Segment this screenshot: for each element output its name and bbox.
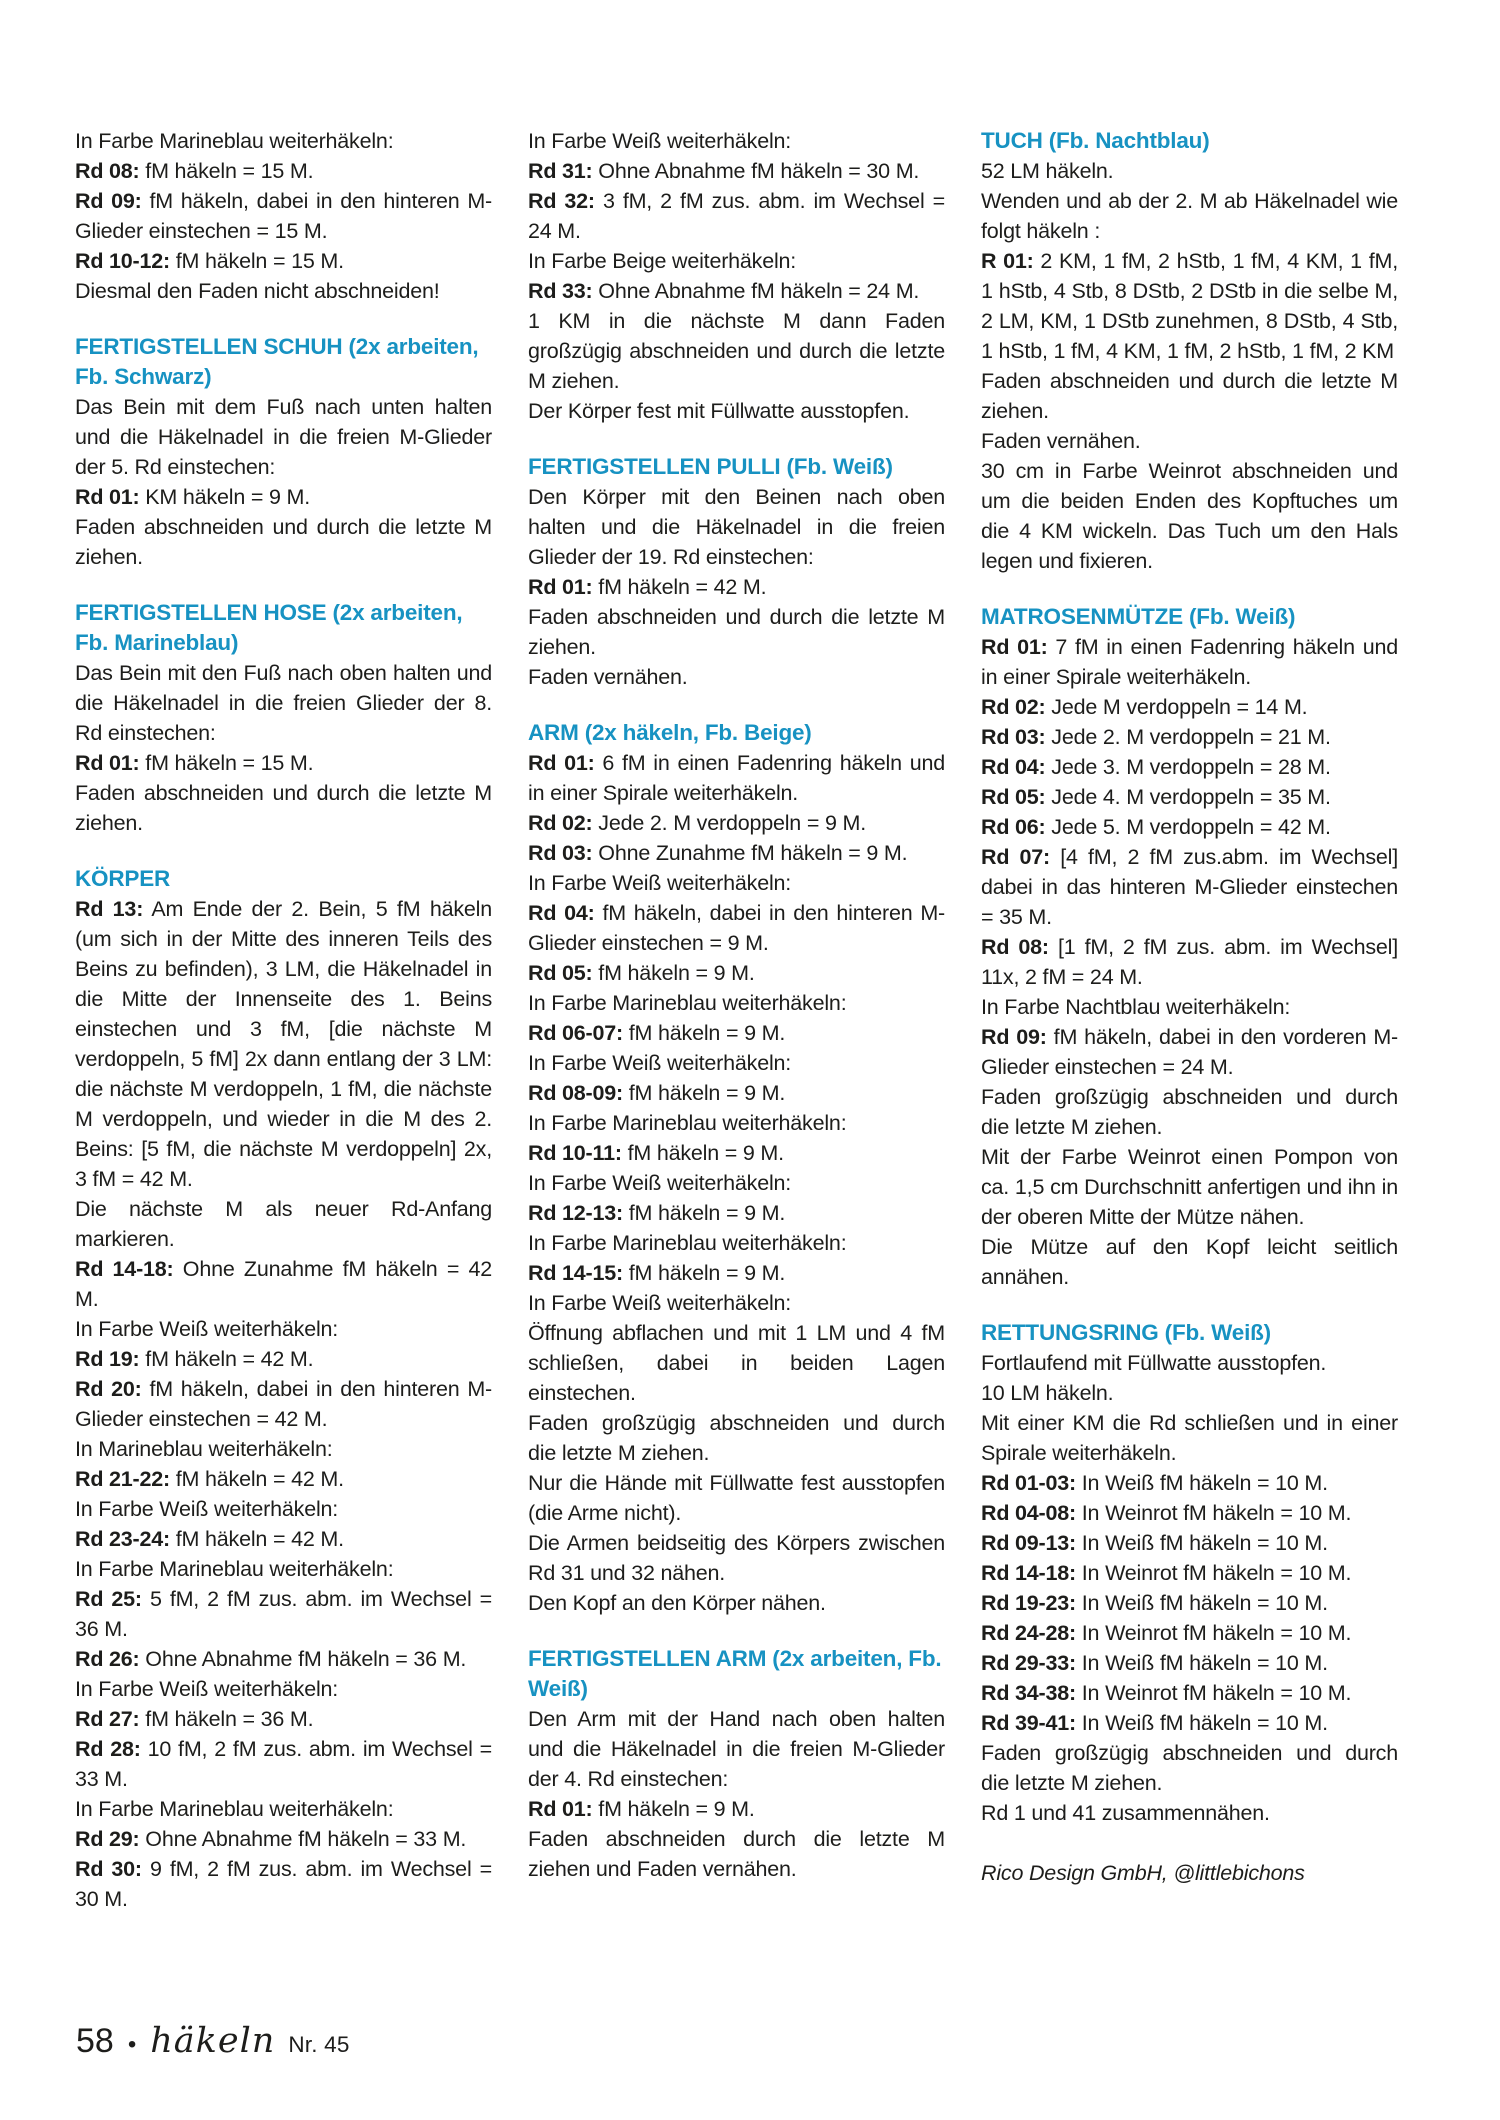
pattern-paragraph (981, 632, 1398, 692)
pattern-paragraph (75, 1824, 492, 1854)
pattern-paragraph: Die Mütze auf den Kopf leicht seitlich annähen. (981, 1235, 1398, 1289)
pattern-paragraph: 1 KM in die nächste M dann Faden großzügig abschneiden und durch die letzte M ziehen. (528, 309, 945, 393)
pattern-paragraph: Faden vernähen. (981, 429, 1141, 453)
pattern-paragraph (981, 1618, 1398, 1648)
pattern-paragraph (981, 1498, 1398, 1528)
round-instruction: Ohne Abnahme fM häkeln = 24 M. (598, 279, 920, 303)
round-label: Rd 05: (981, 785, 1046, 809)
round-instruction: Jede 5. M verdoppeln = 42 M. (1051, 815, 1331, 839)
round-label: Rd 39-41: (981, 1711, 1076, 1735)
round-instruction: fM häkeln = 9 M. (628, 1201, 786, 1225)
pattern-paragraph (528, 958, 945, 988)
pattern-paragraph: Faden abschneiden und durch die letzte M ziehen. (528, 605, 945, 659)
pattern-paragraph (981, 1648, 1398, 1678)
round-instruction: fM häkeln = 9 M. (598, 1797, 755, 1821)
pattern-paragraph (528, 1258, 945, 1288)
pattern-paragraph: In Farbe Marineblau weiterhäkeln: (528, 991, 847, 1015)
pattern-paragraph: 52 LM häkeln. (981, 159, 1114, 183)
round-instruction: In Weinrot fM häkeln = 10 M. (1081, 1501, 1352, 1525)
round-instruction: fM häkeln = 9 M. (627, 1141, 784, 1165)
round-label: Rd 07: (981, 845, 1050, 869)
round-label: Rd 09: (981, 1025, 1047, 1049)
round-label: Rd 14-18: (75, 1257, 174, 1281)
round-label: Rd 02: (528, 811, 593, 835)
section-heading: MATROSENMÜTZE (Fb. Weiß) (981, 604, 1296, 629)
pattern-paragraph (981, 1468, 1398, 1498)
round-instruction: fM häkeln = 36 M. (145, 1707, 314, 1731)
pattern-paragraph: Faden großzügig abschneiden und durch die letzte M ziehen. (981, 1085, 1398, 1139)
round-instruction: [4 fM, 2 fM zus.abm. im Wechsel] dabei in das hinteren M-Glieder einstechen = 35 M. (981, 845, 1398, 929)
pattern-paragraph: Das Bein mit den Fuß nach oben halten und die Häkelnadel in die freien Glieder der 8. Rd einstechen: (75, 661, 492, 745)
pattern-paragraph: In Farbe Marineblau weiterhäkeln: (75, 1557, 394, 1581)
round-label: Rd 02: (981, 695, 1046, 719)
pattern-paragraph (981, 1708, 1398, 1738)
round-label: Rd 29-33: (981, 1651, 1076, 1675)
pattern-paragraph (75, 1344, 492, 1374)
round-label: Rd 08: (75, 159, 140, 183)
round-instruction: fM häkeln, dabei in den hinteren M-Glieder einstechen = 15 M. (75, 189, 492, 243)
pattern-paragraph (75, 482, 492, 512)
pattern-paragraph: In Farbe Marineblau weiterhäkeln: (75, 1797, 394, 1821)
pattern-paragraph: In Farbe Weiß weiterhäkeln: (75, 1317, 339, 1341)
pattern-paragraph (528, 156, 945, 186)
pattern-paragraph (75, 246, 492, 276)
pattern-paragraph (528, 186, 945, 246)
round-label: Rd 20: (75, 1377, 142, 1401)
pattern-paragraph (528, 808, 945, 838)
round-label: Rd 30: (75, 1857, 142, 1881)
pattern-paragraph: Fortlaufend mit Füllwatte ausstopfen. (981, 1351, 1327, 1375)
pattern-paragraph (75, 1254, 492, 1314)
column-2 (528, 126, 945, 1914)
pattern-paragraph (981, 1588, 1398, 1618)
round-label: Rd 32: (528, 189, 595, 213)
round-label: Rd 08-09: (528, 1081, 623, 1105)
pattern-paragraph (981, 812, 1398, 842)
pattern-paragraph: In Farbe Weiß weiterhäkeln: (528, 1051, 792, 1075)
round-instruction: fM häkeln, dabei in den hinteren M-Glieder einstechen = 42 M. (75, 1377, 492, 1431)
credit-line: Rico Design GmbH, @littlebichons (981, 1861, 1305, 1885)
round-label: Rd 01: (528, 1797, 593, 1821)
pattern-paragraph (75, 1704, 492, 1734)
pattern-paragraph: Der Körper fest mit Füllwatte ausstopfen. (528, 399, 910, 423)
pattern-paragraph: In Farbe Beige weiterhäkeln: (528, 249, 797, 273)
round-instruction: Ohne Abnahme fM häkeln = 30 M. (598, 159, 920, 183)
round-instruction: [1 fM, 2 fM zus. abm. im Wechsel] 11x, 2 fM = 24 M. (981, 935, 1398, 989)
round-label: Rd 09-13: (981, 1531, 1076, 1555)
round-label: Rd 04: (981, 755, 1046, 779)
pattern-paragraph (981, 782, 1398, 812)
round-label: Rd 01-03: (981, 1471, 1076, 1495)
pattern-paragraph: In Farbe Weiß weiterhäkeln: (528, 1291, 792, 1315)
pattern-paragraph: Faden vernähen. (528, 665, 688, 689)
round-instruction: fM häkeln = 15 M. (175, 249, 344, 273)
pattern-paragraph: Das Bein mit dem Fuß nach unten halten und die Häkelnadel in die freien M-Glieder der 5. Rd einstechen: (75, 395, 492, 479)
round-instruction: fM häkeln = 15 M. (145, 159, 314, 183)
pattern-paragraph: Die Armen beidseitig des Körpers zwischen Rd 31 und 32 nähen. (528, 1531, 945, 1585)
round-instruction: KM häkeln = 9 M. (145, 485, 310, 509)
pattern-paragraph (75, 156, 492, 186)
pattern-paragraph (981, 692, 1398, 722)
pattern-paragraph: Faden abschneiden und durch die letzte M ziehen. (981, 369, 1398, 423)
round-label: Rd 12-13: (528, 1201, 623, 1225)
pattern-paragraph: Faden großzügig abschneiden und durch die letzte M ziehen. (528, 1411, 945, 1465)
round-instruction: fM häkeln = 15 M. (145, 751, 314, 775)
pattern-paragraph: In Farbe Weiß weiterhäkeln: (75, 1497, 339, 1521)
column-1 (75, 126, 492, 1914)
round-instruction: fM häkeln = 9 M. (628, 1081, 786, 1105)
pattern-paragraph: In Farbe Weiß weiterhäkeln: (75, 1677, 339, 1701)
section-heading: FERTIGSTELLEN PULLI (Fb. Weiß) (528, 454, 893, 479)
round-instruction: Jede 4. M verdoppeln = 35 M. (1051, 785, 1331, 809)
round-instruction: In Weinrot fM häkeln = 10 M. (1081, 1561, 1352, 1585)
round-label: Rd 28: (75, 1737, 141, 1761)
pattern-paragraph: Den Körper mit den Beinen nach oben halten und die Häkelnadel in die freien Glieder der 19. Rd einstechen: (528, 485, 945, 569)
round-instruction: Ohne Abnahme fM häkeln = 36 M. (145, 1647, 467, 1671)
pattern-paragraph (981, 842, 1398, 932)
pattern-paragraph: Faden großzügig abschneiden und durch die letzte M ziehen. (981, 1741, 1398, 1795)
pattern-paragraph (75, 1464, 492, 1494)
pattern-paragraph (981, 246, 1398, 366)
round-label: Rd 04-08: (981, 1501, 1076, 1525)
round-instruction: In Weinrot fM häkeln = 10 M. (1081, 1621, 1352, 1645)
pattern-paragraph (528, 1198, 945, 1228)
round-label: Rd 14-18: (981, 1561, 1076, 1585)
footer-bullet-icon: • (127, 2031, 137, 2058)
round-label: Rd 25: (75, 1587, 142, 1611)
round-label: Rd 09: (75, 189, 142, 213)
section-heading: FERTIGSTELLEN SCHUH (2x arbeiten, Fb. Schwarz) (75, 334, 479, 389)
round-instruction: Ohne Abnahme fM häkeln = 33 M. (145, 1827, 467, 1851)
issue-number: Nr. 45 (288, 2032, 350, 2057)
pattern-paragraph (528, 1078, 945, 1108)
round-instruction: In Weiß fM häkeln = 10 M. (1081, 1651, 1328, 1675)
round-instruction: In Weiß fM häkeln = 10 M. (1081, 1591, 1328, 1615)
pattern-paragraph (75, 1854, 492, 1914)
pattern-columns (75, 126, 1397, 1914)
pattern-paragraph: 10 LM häkeln. (981, 1381, 1114, 1405)
round-label: Rd 03: (528, 841, 593, 865)
round-label: Rd 05: (528, 961, 593, 985)
round-instruction: fM häkeln = 42 M. (598, 575, 767, 599)
round-instruction: Jede 2. M verdoppeln = 21 M. (1051, 725, 1331, 749)
round-label: Rd 24-28: (981, 1621, 1076, 1645)
round-instruction: 9 fM, 2 fM zus. abm. im Wechsel = 30 M. (75, 1857, 492, 1911)
pattern-paragraph (75, 1524, 492, 1554)
round-label: Rd 31: (528, 159, 593, 183)
magazine-name: häkeln (150, 2021, 276, 2061)
pattern-paragraph (528, 572, 945, 602)
pattern-paragraph (981, 1558, 1398, 1588)
round-instruction: fM häkeln = 42 M. (145, 1347, 314, 1371)
round-instruction: Jede M verdoppeln = 14 M. (1051, 695, 1308, 719)
round-label: Rd 10-12: (75, 249, 170, 273)
round-label: Rd 01: (75, 485, 140, 509)
pattern-paragraph: Wenden und ab der 2. M ab Häkelnadel wie folgt häkeln : (981, 189, 1398, 243)
pattern-paragraph (528, 898, 945, 958)
section-heading: FERTIGSTELLEN HOSE (2x arbeiten, Fb. Marineblau) (75, 600, 463, 655)
round-label: Rd 01: (75, 751, 140, 775)
section-heading: KÖRPER (75, 866, 171, 891)
round-label: Rd 01: (981, 635, 1048, 659)
round-instruction: fM häkeln = 9 M. (628, 1261, 786, 1285)
pattern-paragraph (981, 722, 1398, 752)
round-instruction: fM häkeln = 42 M. (175, 1467, 344, 1491)
pattern-paragraph: Mit der Farbe Weinrot einen Pompon von ca. 1,5 cm Durchschnitt anfertigen und ihn in der oberen Mitte der Mütze nähen. (981, 1145, 1398, 1229)
pattern-paragraph (981, 1022, 1398, 1082)
round-instruction: 5 fM, 2 fM zus. abm. im Wechsel = 36 M. (75, 1587, 492, 1641)
pattern-paragraph: Öffnung abflachen und mit 1 LM und 4 fM schließen, dabei in beiden Lagen einstechen. (528, 1321, 945, 1405)
round-label: Rd 23-24: (75, 1527, 170, 1551)
pattern-paragraph: In Marineblau weiterhäkeln: (75, 1437, 333, 1461)
round-instruction: fM häkeln, dabei in den hinteren M-Glieder einstechen = 9 M. (528, 901, 945, 955)
round-instruction: In Weiß fM häkeln = 10 M. (1081, 1471, 1328, 1495)
pattern-paragraph (528, 838, 945, 868)
round-label: Rd 08: (981, 935, 1049, 959)
round-label: Rd 13: (75, 897, 144, 921)
pattern-paragraph: Faden abschneiden durch die letzte M ziehen und Faden vernähen. (528, 1827, 945, 1881)
pattern-paragraph (981, 752, 1398, 782)
pattern-paragraph (75, 186, 492, 246)
pattern-paragraph: Rd 1 und 41 zusammennähen. (981, 1801, 1270, 1825)
pattern-paragraph: Den Kopf an den Körper nähen. (528, 1591, 826, 1615)
round-instruction: In Weiß fM häkeln = 10 M. (1081, 1531, 1328, 1555)
round-label: Rd 26: (75, 1647, 140, 1671)
round-label: Rd 04: (528, 901, 595, 925)
round-instruction: fM häkeln, dabei in den vorderen M-Glieder einstechen = 24 M. (981, 1025, 1398, 1079)
round-label: Rd 29: (75, 1827, 140, 1851)
pattern-paragraph (75, 1734, 492, 1794)
round-instruction: Jede 3. M verdoppeln = 28 M. (1051, 755, 1331, 779)
round-instruction: In Weiß fM häkeln = 10 M. (1081, 1711, 1328, 1735)
pattern-paragraph: Diesmal den Faden nicht abschneiden! (75, 279, 440, 303)
pattern-paragraph (981, 1678, 1398, 1708)
pattern-paragraph: In Farbe Weiß weiterhäkeln: (528, 129, 792, 153)
pattern-paragraph (528, 1138, 945, 1168)
section-heading: FERTIGSTELLEN ARM (2x arbeiten, Fb. Weiß) (528, 1646, 942, 1701)
round-instruction: fM häkeln = 9 M. (628, 1021, 786, 1045)
column-3 (981, 126, 1398, 1914)
round-label: Rd 10-11: (528, 1141, 622, 1165)
pattern-paragraph: Den Arm mit der Hand nach oben halten und die Häkelnadel in die freien M-Glieder der 4. Rd einstechen: (528, 1707, 945, 1791)
pattern-paragraph (981, 932, 1398, 992)
round-instruction: 7 fM in einen Fadenring häkeln und in einer Spirale weiterhäkeln. (981, 635, 1398, 689)
round-label: R 01: (981, 249, 1034, 273)
pattern-paragraph: In Farbe Marineblau weiterhäkeln: (528, 1231, 847, 1255)
page-number: 58 (76, 2022, 114, 2060)
round-label: Rd 06-07: (528, 1021, 623, 1045)
pattern-paragraph (75, 1584, 492, 1644)
pattern-paragraph (75, 1374, 492, 1434)
round-label: Rd 34-38: (981, 1681, 1076, 1705)
pattern-paragraph: Faden abschneiden und durch die letzte M ziehen. (75, 515, 492, 569)
round-instruction: Jede 2. M verdoppeln = 9 M. (598, 811, 866, 835)
pattern-paragraph (75, 1644, 492, 1674)
pattern-paragraph: 30 cm in Farbe Weinrot abschneiden und um die beiden Enden des Kopftuches um die 4 KM wickeln. Das Tuch um den Hals legen und fixieren. (981, 459, 1398, 573)
round-label: Rd 33: (528, 279, 593, 303)
round-label: Rd 21-22: (75, 1467, 170, 1491)
pattern-paragraph: Die nächste M als neuer Rd-Anfang markieren. (75, 1197, 492, 1251)
pattern-paragraph (75, 894, 492, 1194)
pattern-paragraph: In Farbe Nachtblau weiterhäkeln: (981, 995, 1291, 1019)
round-label: Rd 06: (981, 815, 1046, 839)
round-instruction: Ohne Zunahme fM häkeln = 42 M. (75, 1257, 492, 1311)
round-label: Rd 27: (75, 1707, 140, 1731)
round-instruction: In Weinrot fM häkeln = 10 M. (1081, 1681, 1352, 1705)
page-footer (76, 2021, 350, 2061)
pattern-paragraph (981, 1528, 1398, 1558)
pattern-paragraph: In Farbe Weiß weiterhäkeln: (528, 1171, 792, 1195)
round-instruction: fM häkeln = 9 M. (598, 961, 755, 985)
round-label: Rd 19: (75, 1347, 140, 1371)
round-label: Rd 19-23: (981, 1591, 1076, 1615)
pattern-paragraph: In Farbe Weiß weiterhäkeln: (528, 871, 792, 895)
round-instruction: 6 fM in einen Fadenring häkeln und in einer Spirale weiterhäkeln. (528, 751, 945, 805)
pattern-paragraph (528, 748, 945, 808)
round-label: Rd 01: (528, 751, 595, 775)
pattern-paragraph: Mit einer KM die Rd schließen und in einer Spirale weiterhäkeln. (981, 1411, 1398, 1465)
round-instruction: 2 KM, 1 fM, 2 hStb, 1 fM, 4 KM, 1 fM, 1 hStb, 4 Stb, 8 DStb, 2 DStb in die selbe M, 2 LM, KM, 1 DStb zunehmen, 8 DStb, 4 Stb, 1 hStb, 1 fM, 4 KM, 1 fM, 2 hStb, 1 fM, 2 KM (981, 249, 1398, 363)
round-instruction: fM häkeln = 42 M. (175, 1527, 344, 1551)
pattern-paragraph: In Farbe Marineblau weiterhäkeln: (75, 129, 394, 153)
pattern-paragraph: In Farbe Marineblau weiterhäkeln: (528, 1111, 847, 1135)
round-instruction: 10 fM, 2 fM zus. abm. im Wechsel = 33 M. (75, 1737, 492, 1791)
round-instruction: 3 fM, 2 fM zus. abm. im Wechsel = 24 M. (528, 189, 945, 243)
round-label: Rd 14-15: (528, 1261, 623, 1285)
round-instruction: Ohne Zunahme fM häkeln = 9 M. (598, 841, 908, 865)
round-label: Rd 03: (981, 725, 1046, 749)
round-label: Rd 01: (528, 575, 593, 599)
pattern-paragraph: Nur die Hände mit Füllwatte fest ausstopfen (die Arme nicht). (528, 1471, 945, 1525)
section-heading: ARM (2x häkeln, Fb. Beige) (528, 720, 812, 745)
round-instruction: Am Ende der 2. Bein, 5 fM häkeln (um sich in der Mitte des inneren Teils des Beins zu befinden), 3 LM, die Häkelnadel in die Mitte der Innenseite des 1. Beins einstechen und 3 fM, [die nächste M verdoppeln, 5 fM] 2x dann entlang der 3 LM: die nächste M verdoppeln, 1 fM, die nächste M verdoppeln, und wieder in die M des 2. Beins: [5 fM, die nächste M verdoppeln] 2x, 3 fM = 42 M. (75, 897, 492, 1191)
pattern-paragraph (528, 1794, 945, 1824)
section-heading: TUCH (Fb. Nachtblau) (981, 128, 1210, 153)
pattern-paragraph: Faden abschneiden und durch die letzte M ziehen. (75, 781, 492, 835)
section-heading: RETTUNGSRING (Fb. Weiß) (981, 1320, 1271, 1345)
pattern-paragraph (75, 748, 492, 778)
pattern-paragraph (528, 1018, 945, 1048)
pattern-paragraph (528, 276, 945, 306)
